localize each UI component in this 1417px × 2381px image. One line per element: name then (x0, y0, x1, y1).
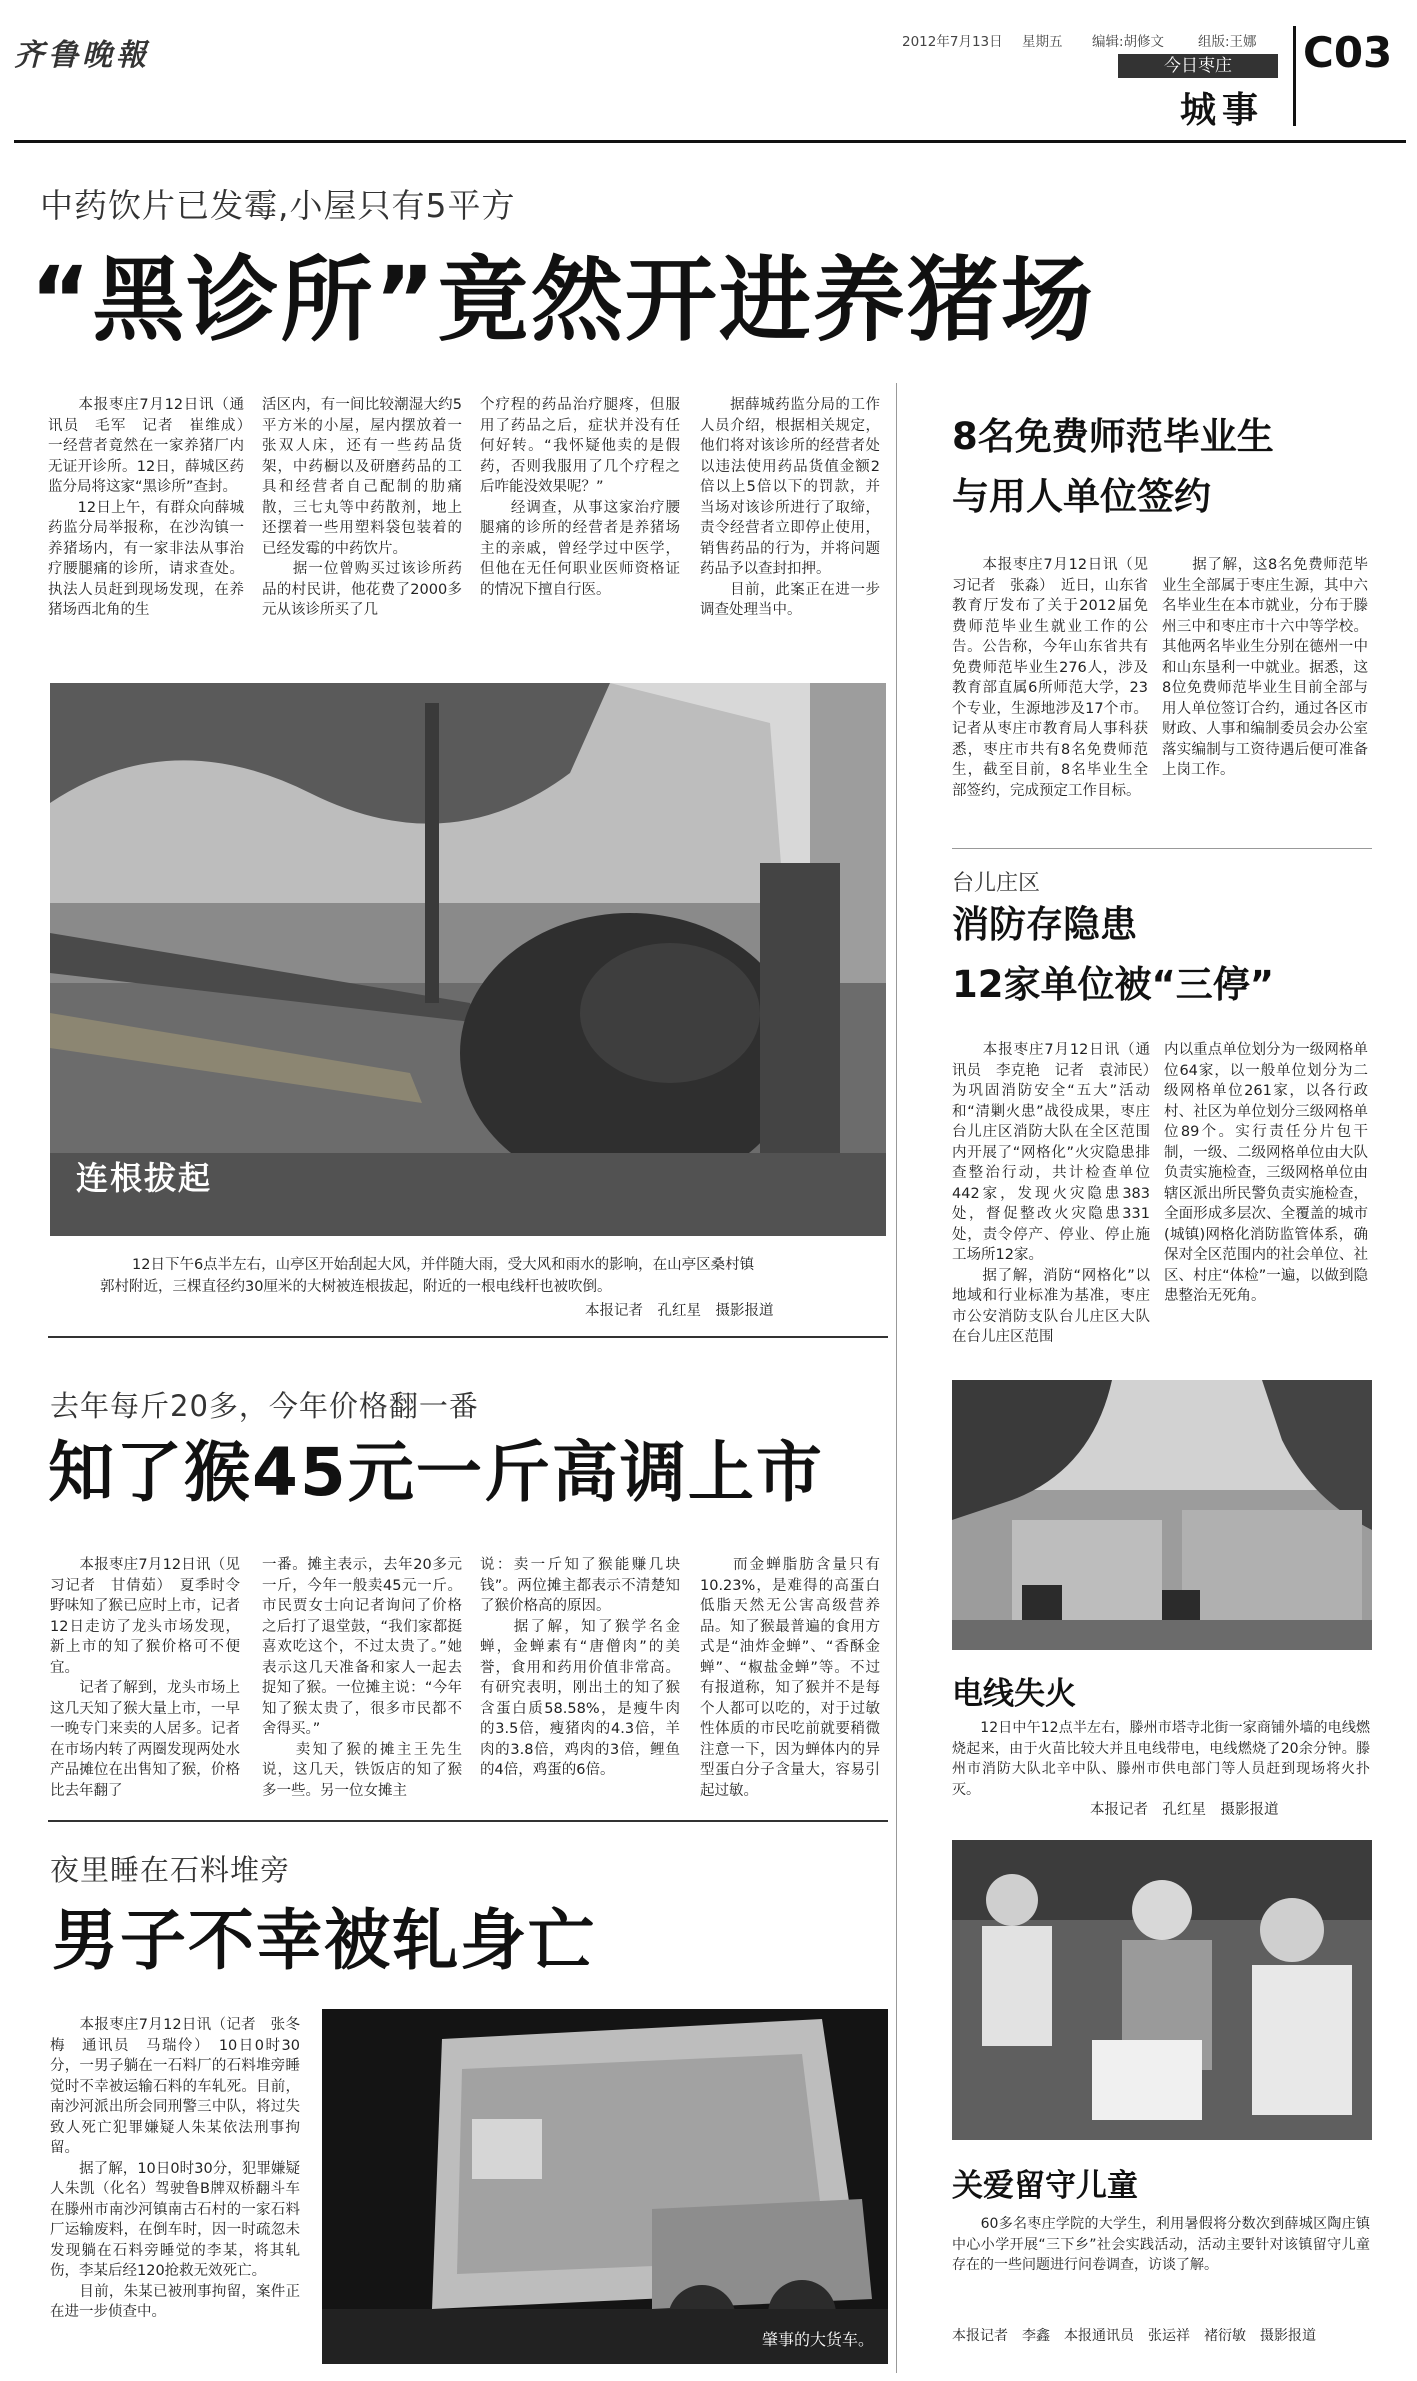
lead-kicker: 中药饮片已发霉,小屋只有5平方 (40, 186, 516, 225)
page-code: C03 (1303, 28, 1393, 77)
truck-photo (322, 2009, 888, 2364)
cicada-kicker: 去年每斤20多，今年价格翻一番 (50, 1389, 479, 1423)
page-divider (1293, 26, 1296, 126)
left-behind-children-photo (952, 1840, 1372, 2140)
issue-weekday: 星期五 (1022, 34, 1063, 50)
masthead-rule (14, 140, 1406, 143)
teachers-column-1: 本报枣庄7月12日讯（见习记者 张淼） 近日，山东省教育厅发布了关于2012届免费师范毕业生就业工作的公告。公告称，今年山东省共有免费师范毕业生276人，涉及教育部直属6所师范大学，23个专业，生源地涉及17个市。记者从枣庄市教育局人事科获悉，枣庄市共有8名免费师范生，截至目前，8名毕业生全部签约，完成预定工作目标。 (952, 557, 1148, 799)
truck-photo-caption: 肇事的大货车。 (762, 2330, 875, 2349)
cicada-bottom-rule (48, 1820, 888, 1822)
teachers-headline-line2: 与用人单位签约 (952, 475, 1211, 518)
teachers-headline-line1: 8名免费师范毕业生 (952, 415, 1274, 458)
photo-label: 连根拔起 (76, 1159, 213, 1197)
children-body: 60多名枣庄学院的大学生，利用暑假将分数次到薛城区陶庄镇中心小学开展“三下乡”社会实践活动，活动主要针对该镇留守儿童存在的一些问题进行问卷调查，访谈了解。 (952, 2216, 1370, 2273)
teachers-column-2: 据了解，这8名免费师范毕业生全部属于枣庄生源，其中六名毕业生在本市就业，分布于滕州三中和枣庄市十六中等学校。其他两名毕业生分别在德州一中和山东垦利一中就业。据悉，这8位免费师范毕业生目前全部与用人单位签订合约，通过各区市财政、人事和编制委员会办公室落实编制与工资待遇后便可准备上岗工作。 (1162, 557, 1368, 778)
uprooted-trees-photo (50, 683, 886, 1236)
lead-column-4: 据薛城药监分局的工作人员介绍，根据相关规定，他们将对该诊所的经营者处以违法使用药品货值金额2倍以上5倍以下的罚款，并当场对该诊所进行了取缔，责令经营者立即停止使用，销售药品的行为，并将问题药品予以查封扣押。 目前，此案正在进一步调查处理当中。 (700, 397, 880, 618)
tree-photo-credit: 本报记者 孔红星 摄影报道 (585, 1303, 774, 1319)
lead-column-1: 本报枣庄7月12日讯（通讯员 毛军 记者 崔维成） 一经营者竟然在一家养猪厂内无证开诊所。12日，薛城区药监分局将这家“黑诊所”查封。 12日上午，有群众向薛城药监分局举报称，在沙沟镇一养猪场内，有一家非法从事治疗腰腿痛的诊所，请求查处。执法人员赶到现场发现，在养猪场西北角的生 (48, 397, 244, 618)
cicada-column-2: 一番。摊主表示，去年20多元一斤，今年一般卖45元一斤。市民贾女士向记者询问了价格之后打了退堂鼓，“我们家都挺喜欢吃这个，不过太贵了。”她表示这几天准备和家人一起去捉知了猴。一位摊主说：“今年知了猴太贵了，很多市民都不舍得买。” 卖知了猴的摊主王先生说，这几天，铁饭店的知了猴多一些。另一位女摊主 (262, 1557, 462, 1799)
accident-kicker: 夜里睡在石料堆旁 (50, 1853, 291, 1887)
accident-body: 本报枣庄7月12日讯（记者 张冬梅 通讯员 马瑞伶） 10日0时30分，一男子躺在一石料厂的石料堆旁睡觉时不幸被运输石料的车轧死。目前，南沙河派出所会同刑警三中队，将过失致人死亡犯罪嫌疑人朱某依法刑事拘留。 据了解，10日0时30分，犯罪嫌疑人朱凯（化名）驾驶鲁B牌双桥翻斗车在滕州市南沙河镇南古石村的一家石料厂运输废料，在倒车时，因一时疏忽未发现躺在石料旁睡觉的李某，将其轧伤，李某后经120抢救无效死亡。 目前，朱某已被刑事拘留，案件正在进一步侦查中。 (50, 2017, 300, 2320)
issue-date: 2012年7月13日 (902, 34, 1003, 50)
fire-district: 台儿庄区 (952, 871, 1041, 896)
fire-headline-line2: 12家单位被“三停” (952, 963, 1275, 1006)
children-headline: 关爱留守儿童 (952, 2168, 1138, 2204)
cicada-column-4: 而金蝉脂肪含量只有10.23%，是难得的高蛋白低脂天然无公害高级营养品。知了猴最普遍的食用方式是“油炸金蝉”、“香酥金蝉”、“椒盐金蝉”等。不过有报道称，知了猴并不是每个人都可以吃的，对于过敏性体质的市民吃前就要稍微注意一下，因为蝉体内的异型蛋白分子含量大，容易引起过敏。 (700, 1557, 880, 1799)
wire-fire-credit: 本报记者 孔红星 摄影报道 (1090, 1802, 1279, 1818)
lead-bottom-rule (48, 1336, 888, 1338)
lead-headline: “黑诊所”竟然开进养猪场 (30, 247, 1095, 354)
wire-fire-photo (952, 1380, 1372, 1650)
side-column-divider (896, 383, 897, 2373)
accident-headline: 男子不幸被轧身亡 (52, 1902, 596, 1979)
fire-headline-line1: 消防存隐患 (952, 903, 1137, 946)
fire-column-2: 内以重点单位划分为一级网格单位64家，以一般单位划分为二级网格单位261家，以各行政村、社区为单位划分三级网格单位89个。实行责任分片包干制，一级、二级网格单位由大队负责实施检查，三级网格单位由辖区派出所民警负责实施检查，全面形成多层次、全覆盖的城市(城镇)网格化消防监管体系，确保对全区范围内的社会单位、社区、村庄“体检”一遍，以做到隐患整治无死角。 (1164, 1042, 1368, 1304)
cicada-column-1: 本报枣庄7月12日讯（见习记者 甘倩茹） 夏季时令野味知了猴已应时上市，记者12日走访了龙头市场发现，新上市的知了猴价格可不便宜。 记者了解到，龙头市场上这几天知了猴大量上市，一早一晚专门来卖的人居多。记者在市场内转了两圈发现两处水产品摊位在出售知了猴，价格比去年翻了 (50, 1557, 240, 1799)
section-name: 城事 (1180, 90, 1265, 131)
lead-column-3: 个疗程的药品治疗腿疼，但服用了药品之后，症状并没有任何好转。“我怀疑他卖的是假药，否则我服用了几个疗程之后咋能没效果呢？” 经调查，从事这家治疗腰腿痛的诊所的经营者是养猪场主的亲戚，曾经学过中医学，但他在无任何职业医师资格证的情况下擅自行医。 (480, 397, 680, 598)
layout-credit: 组版:王娜 (1198, 34, 1257, 50)
fire-column-1: 本报枣庄7月12日讯（通讯员 李克艳 记者 袁沛民） 为巩固消防安全“五大”活动和“清剿火患”战役成果，枣庄台儿庄区消防大队在全区范围内开展了“网格化”火灾隐患排查整治行动，共计检查单位442家，发现火灾隐患383处，督促整改火灾隐患331处，责令停产、停业、停止施工场所12家。 据了解，消防“网格化”以地域和行业标准为基准，枣庄市公安消防支队台儿庄区大队在台儿庄区范围 (952, 1042, 1150, 1345)
cicada-column-3: 说：卖一斤知了猴能赚几块钱”。两位摊主都表示不清楚知了猴价格高的原因。 据了解，知了猴学名金蝉，金蝉素有“唐僧肉”的美誉，食用和药用价值非常高。有研究表明，刚出土的知了猴含蛋白质58.58%，是瘦牛肉的3.5倍，瘦猪肉的4.3倍，羊肉的3.8倍，鸡肉的3倍，鲤鱼的4倍，鸡蛋的6倍。 (480, 1557, 680, 1778)
editor-credit: 编辑:胡修文 (1092, 34, 1165, 50)
children-credit: 本报记者 李鑫 本报通讯员 张运祥 褚衍敏 摄影报道 (952, 2328, 1316, 2344)
tree-photo-caption-line1: 12日下午6点半左右，山亭区开始刮起大风，并伴随大雨，受大风和雨水的影响，在山亭区桑村镇 (132, 1257, 755, 1273)
newspaper-logo: 齐鲁晚報 (14, 38, 150, 73)
lead-column-2: 活区内，有一间比较潮湿大约5平方米的小屋，屋内摆放着一张双人床，还有一些药品货架，中药橱以及研磨药品的工具和经营者自己配制的肋痛散，三七丸等中药散剂，地上还摆着一些用塑料袋包装着的已经发霉的中药饮片。 据一位曾购买过该诊所药品的村民讲，他花费了2000多元从该诊所买了几 (262, 397, 462, 618)
wire-fire-body: 12日中午12点半左右，滕州市塔寺北街一家商铺外墙的电线燃烧起来，由于火苗比较大并且电线带电，电线燃烧了20余分钟。滕州市消防大队北辛中队、滕州市供电部门等人员赶到现场将火扑灭。 (952, 1720, 1370, 1798)
cicada-headline: 知了猴45元一斤高调上市 (48, 1434, 824, 1511)
teachers-bottom-rule (952, 848, 1372, 849)
tree-photo-caption-line2: 郭村附近，三棵直径约30厘米的大树被连根拔起，附近的一根电线杆也被吹倒。 (100, 1279, 612, 1295)
edition-tab: 今日枣庄 (1118, 54, 1278, 78)
wire-fire-headline: 电线失火 (952, 1676, 1076, 1712)
